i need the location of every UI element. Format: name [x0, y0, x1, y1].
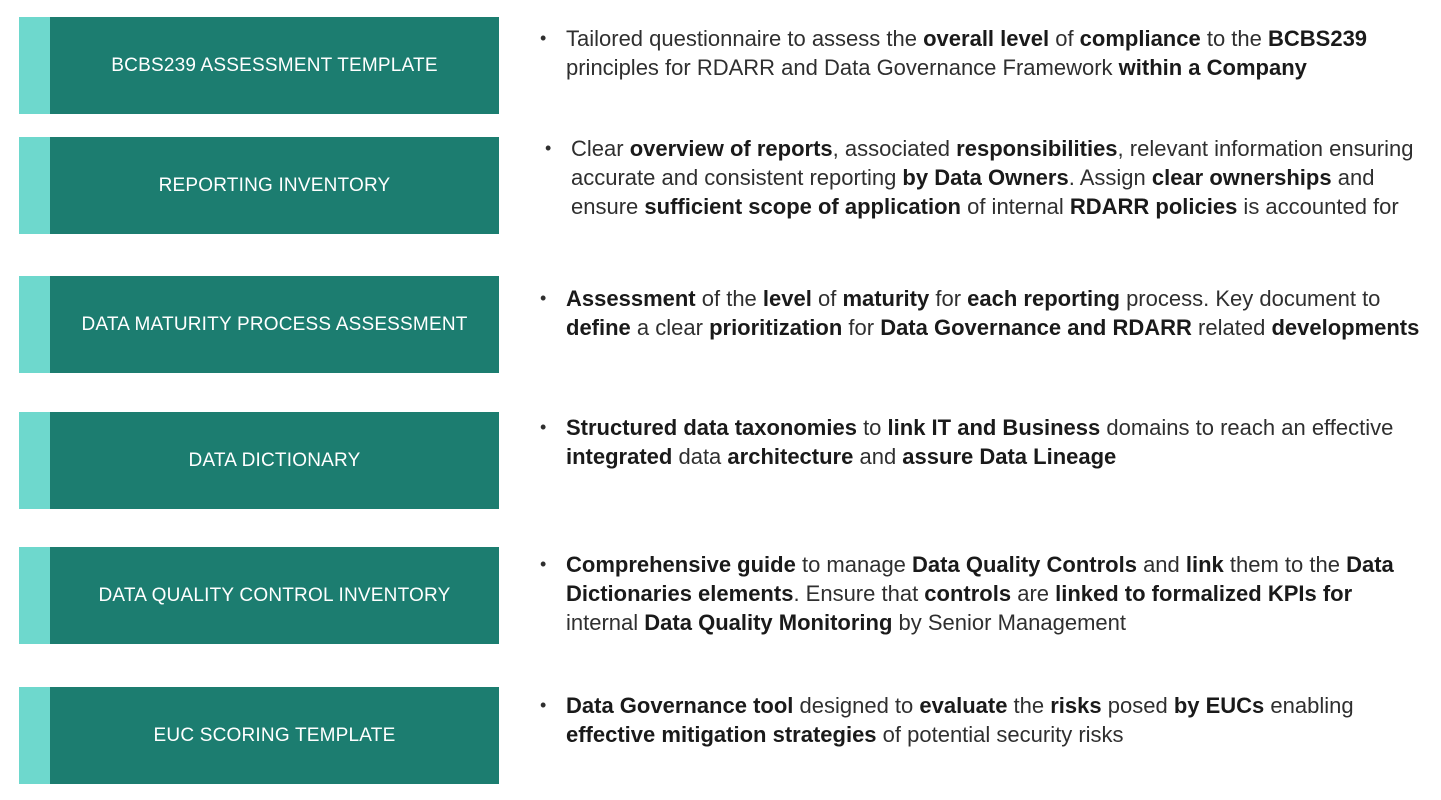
body-text: of: [811, 286, 843, 311]
body-text: posed: [1101, 693, 1174, 718]
emphasis-text: responsibilities: [956, 136, 1118, 161]
body-text: of potential security risks: [876, 722, 1124, 747]
label-text: BCBS239 ASSESSMENT TEMPLATE: [50, 17, 499, 114]
body-text: principles for RDARR and Data Governance Framework: [566, 55, 1119, 80]
emphasis-text: link IT and Business: [887, 415, 1101, 440]
body-text: of: [1049, 26, 1080, 51]
body-text: of the: [695, 286, 763, 311]
emphasis-text: effective mitigation strategies: [566, 722, 877, 747]
emphasis-text: maturity: [842, 286, 930, 311]
bullet-icon: •: [540, 288, 547, 308]
body-text: , associated: [832, 136, 957, 161]
body-text: internal: [566, 610, 645, 635]
body-text: by Senior Management: [892, 610, 1126, 635]
label-text: DATA MATURITY PROCESS ASSESSMENT: [50, 276, 499, 373]
label-text: DATA DICTIONARY: [50, 412, 499, 509]
label-box: [19, 412, 499, 509]
emphasis-text: developments: [1271, 315, 1420, 340]
description-text: [566, 550, 1430, 637]
emphasis-text: risks: [1050, 693, 1102, 718]
description-text: [566, 24, 1430, 82]
body-text: the: [1007, 693, 1051, 718]
description: [540, 550, 1430, 637]
description-text: [571, 134, 1435, 221]
body-text: for: [842, 315, 881, 340]
bullet-icon: •: [540, 417, 547, 437]
emphasis-text: by EUCs: [1173, 693, 1265, 718]
emphasis-text: clear ownerships: [1151, 165, 1332, 190]
accent-bar: [19, 17, 50, 114]
label-text: DATA QUALITY CONTROL INVENTORY: [50, 547, 499, 644]
body-text: to manage: [795, 552, 913, 577]
emphasis-text: by Data Owners: [902, 165, 1069, 190]
accent-bar: [19, 547, 50, 644]
body-text: related: [1191, 315, 1272, 340]
accent-bar: [19, 137, 50, 234]
body-text: and: [853, 444, 903, 469]
body-text: are: [1011, 581, 1056, 606]
description: [545, 134, 1435, 221]
bullet-icon: •: [545, 138, 552, 158]
body-text: , relevant information ensuring accurate and consistent reporting: [571, 136, 1414, 190]
body-text: them to the: [1223, 552, 1347, 577]
emphasis-text: integrated: [566, 444, 673, 469]
accent-bar: [19, 276, 50, 373]
body-text: domains to reach an effective: [1100, 415, 1394, 440]
emphasis-text: overview of reports: [629, 136, 833, 161]
accent-bar: [19, 687, 50, 784]
emphasis-text: BCBS239: [1268, 26, 1368, 51]
description: [540, 413, 1430, 471]
description-text: [566, 691, 1430, 749]
emphasis-text: Comprehensive guide: [566, 552, 796, 577]
body-text: enabling: [1264, 693, 1354, 718]
body-text: is accounted for: [1237, 194, 1399, 219]
emphasis-text: compliance: [1079, 26, 1201, 51]
emphasis-text: Data Quality Controls: [912, 552, 1137, 577]
description: [540, 284, 1430, 342]
label-box: [19, 17, 499, 114]
emphasis-text: link: [1185, 552, 1224, 577]
body-text: Clear: [571, 136, 630, 161]
body-text: process. Key document to: [1119, 286, 1381, 311]
emphasis-text: level: [762, 286, 812, 311]
emphasis-text: each reporting: [967, 286, 1120, 311]
emphasis-text: Structured data taxonomies: [566, 415, 857, 440]
emphasis-text: assure Data Lineage: [902, 444, 1117, 469]
body-text: and ensure: [571, 165, 1375, 219]
body-text: for: [929, 286, 968, 311]
accent-bar: [19, 412, 50, 509]
emphasis-text: within a Company: [1118, 55, 1307, 80]
label-box: [19, 137, 499, 234]
label-box: [19, 687, 499, 784]
emphasis-text: Data Governance tool: [566, 693, 794, 718]
description-text: [566, 413, 1430, 471]
body-text: to: [856, 415, 888, 440]
body-text: a clear: [630, 315, 710, 340]
emphasis-text: architecture: [727, 444, 854, 469]
description: [540, 691, 1430, 749]
body-text: . Assign: [1068, 165, 1152, 190]
label-text: EUC SCORING TEMPLATE: [50, 687, 499, 784]
emphasis-text: define: [566, 315, 631, 340]
body-text: data: [672, 444, 728, 469]
emphasis-text: sufficient scope of application: [644, 194, 961, 219]
emphasis-text: Data Dictionaries elements: [566, 552, 1394, 606]
emphasis-text: Assessment: [566, 286, 696, 311]
emphasis-text: Data Governance and RDARR: [880, 315, 1192, 340]
label-text: REPORTING INVENTORY: [50, 137, 499, 234]
label-box: [19, 276, 499, 373]
emphasis-text: RDARR policies: [1069, 194, 1238, 219]
body-text: to the: [1200, 26, 1268, 51]
body-text: of internal: [960, 194, 1070, 219]
emphasis-text: evaluate: [919, 693, 1008, 718]
label-box: [19, 547, 499, 644]
body-text: and: [1136, 552, 1186, 577]
description: [540, 24, 1430, 82]
bullet-icon: •: [540, 554, 547, 574]
bullet-icon: •: [540, 695, 547, 715]
emphasis-text: linked to formalized KPIs for: [1055, 581, 1353, 606]
description-text: [566, 284, 1430, 342]
emphasis-text: Data Quality Monitoring: [644, 610, 893, 635]
emphasis-text: controls: [924, 581, 1012, 606]
bullet-icon: •: [540, 28, 547, 48]
body-text: Tailored questionnaire to assess the: [566, 26, 924, 51]
body-text: designed to: [793, 693, 920, 718]
body-text: . Ensure that: [793, 581, 925, 606]
emphasis-text: overall level: [923, 26, 1050, 51]
emphasis-text: prioritization: [709, 315, 843, 340]
